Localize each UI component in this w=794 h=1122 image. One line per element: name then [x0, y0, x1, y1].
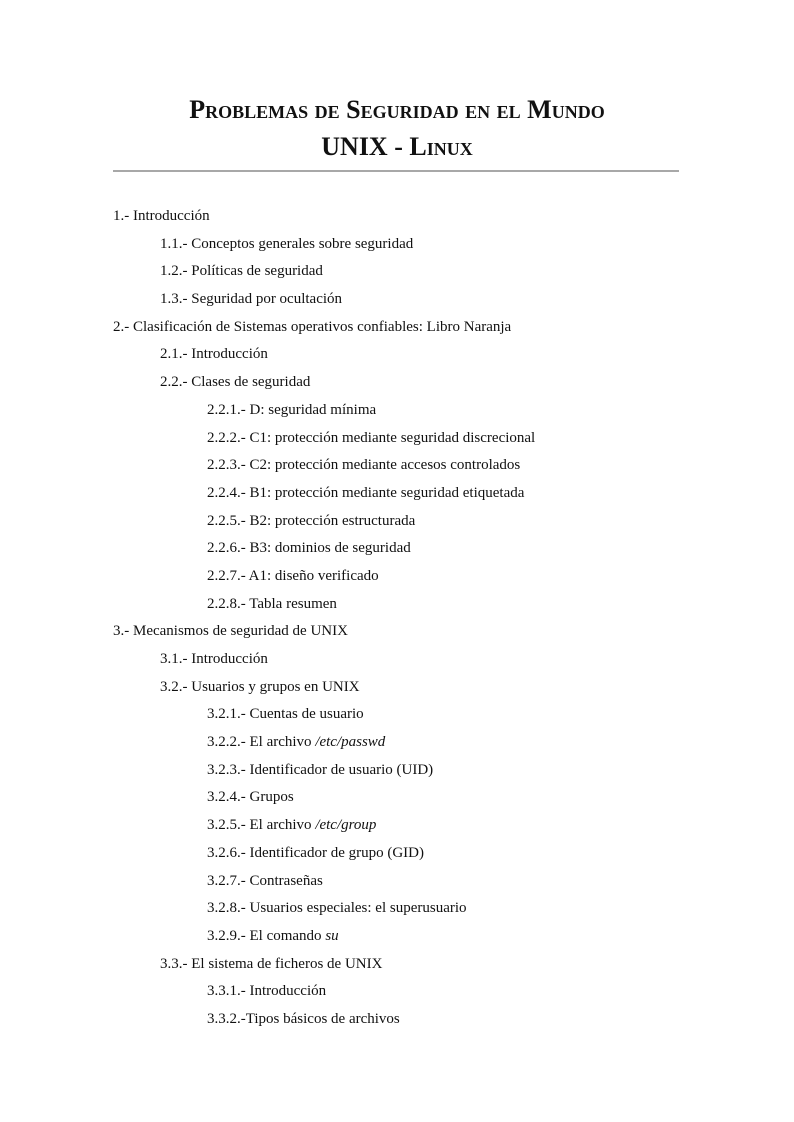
- toc-entry: [0, 978, 794, 1006]
- document-title: [0, 92, 794, 165]
- toc-entry: [0, 701, 794, 729]
- toc-entry-text: 2.2.8.- Tabla resumen: [207, 595, 337, 612]
- toc-entry-text: 2.2.7.- A1: diseño verificado: [207, 567, 379, 584]
- toc-entry: [0, 535, 794, 563]
- toc-entry: [0, 286, 794, 314]
- toc-entry-text: 3.2.7.- Contraseñas: [207, 872, 323, 889]
- toc-entry: [0, 341, 794, 369]
- toc-entry-text: 1.- Introducción: [113, 208, 210, 224]
- toc-entry: [0, 369, 794, 397]
- toc-entry-text: 3.2.- Usuarios y grupos en UNIX: [160, 678, 360, 695]
- toc-entry: [0, 508, 794, 536]
- toc-entry-italic-text: /etc/passwd: [315, 734, 386, 751]
- toc-entry-text: 1.1.- Conceptos generales sobre seguridad: [160, 235, 414, 252]
- toc-entry-text: 2.2.2.- C1: protección mediante seguridad discrecional: [207, 429, 536, 446]
- toc-entry-text: 3.3.2.-Tipos básicos de archivos: [207, 1010, 400, 1027]
- toc-entry: [0, 757, 794, 785]
- toc-entry: [0, 425, 794, 453]
- toc-entry: [0, 923, 794, 951]
- toc-entry-text: 1.3.- Seguridad por ocultación: [160, 291, 343, 308]
- toc-entry-text: 2.2.5.- B2: protección estructurada: [207, 512, 416, 529]
- toc-entry: [0, 812, 794, 840]
- toc-entry-text: 3.2.8.- Usuarios especiales: el superusuario: [207, 900, 467, 917]
- toc-entry-text: 2.1.- Introducción: [160, 346, 268, 363]
- toc-entry-text: 3.- Mecanismos de seguridad de UNIX: [113, 623, 348, 640]
- toc-entry-text: 2.2.- Clases de seguridad: [160, 374, 311, 391]
- toc-entry-text: 3.3.1.- Introducción: [207, 983, 327, 1000]
- toc-entry-text: 3.3.- El sistema de ficheros de UNIX: [160, 955, 383, 972]
- toc-entry-text: 2.2.3.- C2: protección mediante accesos controlados: [207, 457, 521, 474]
- toc-entry: [0, 674, 794, 702]
- toc-entry: [0, 784, 794, 812]
- toc-entry-text: 2.- Clasificación de Sistemas operativos confiables: Libro Naranja: [113, 318, 512, 335]
- toc-entry: [0, 618, 794, 646]
- toc-entry-text: 3.2.6.- Identificador de grupo (GID): [207, 844, 425, 861]
- table-of-contents: [0, 203, 794, 1034]
- toc-entry-text: 2.2.6.- B3: dominios de seguridad: [207, 540, 411, 557]
- toc-entry-text: 2.2.1.- D: seguridad mínima: [207, 401, 377, 418]
- title-line-2: UNIX - Linux: [321, 132, 473, 161]
- toc-entry: [0, 868, 794, 896]
- toc-entry: [0, 314, 794, 342]
- toc-entry-italic-text: /etc/group: [315, 817, 377, 834]
- toc-entry-italic-text: su: [325, 927, 339, 944]
- toc-entry: [0, 646, 794, 674]
- toc-entry-text: 3.2.5.- El archivo: [207, 817, 316, 834]
- toc-entry: [0, 480, 794, 508]
- toc-entry: [0, 729, 794, 757]
- toc-entry-text: 3.2.3.- Identificador de usuario (UID): [207, 761, 434, 778]
- toc-entry-text: 1.2.- Políticas de seguridad: [160, 263, 323, 280]
- toc-entry-text: 3.2.2.- El archivo: [207, 734, 316, 751]
- toc-entry: [0, 951, 794, 979]
- toc-entry: [0, 231, 794, 259]
- title-divider: [113, 170, 679, 172]
- toc-entry-text: 3.2.9.- El comando: [207, 927, 326, 944]
- toc-entry: [0, 397, 794, 425]
- toc-entry: [0, 203, 794, 231]
- toc-entry: [0, 563, 794, 591]
- toc-entry-text: 2.2.4.- B1: protección mediante seguridad etiquetada: [207, 484, 525, 501]
- toc-entry-text: 3.1.- Introducción: [160, 651, 268, 667]
- toc-entry: [0, 258, 794, 286]
- toc-entry-text: 3.2.4.- Grupos: [207, 789, 294, 806]
- title-line-1: Problemas de Seguridad en el Mundo: [189, 95, 605, 124]
- toc-entry: [0, 895, 794, 923]
- toc-entry-text: 3.2.1.- Cuentas de usuario: [207, 706, 364, 723]
- toc-entry: [0, 1006, 794, 1034]
- toc-entry: [0, 591, 794, 619]
- toc-entry: [0, 840, 794, 868]
- toc-entry: [0, 452, 794, 480]
